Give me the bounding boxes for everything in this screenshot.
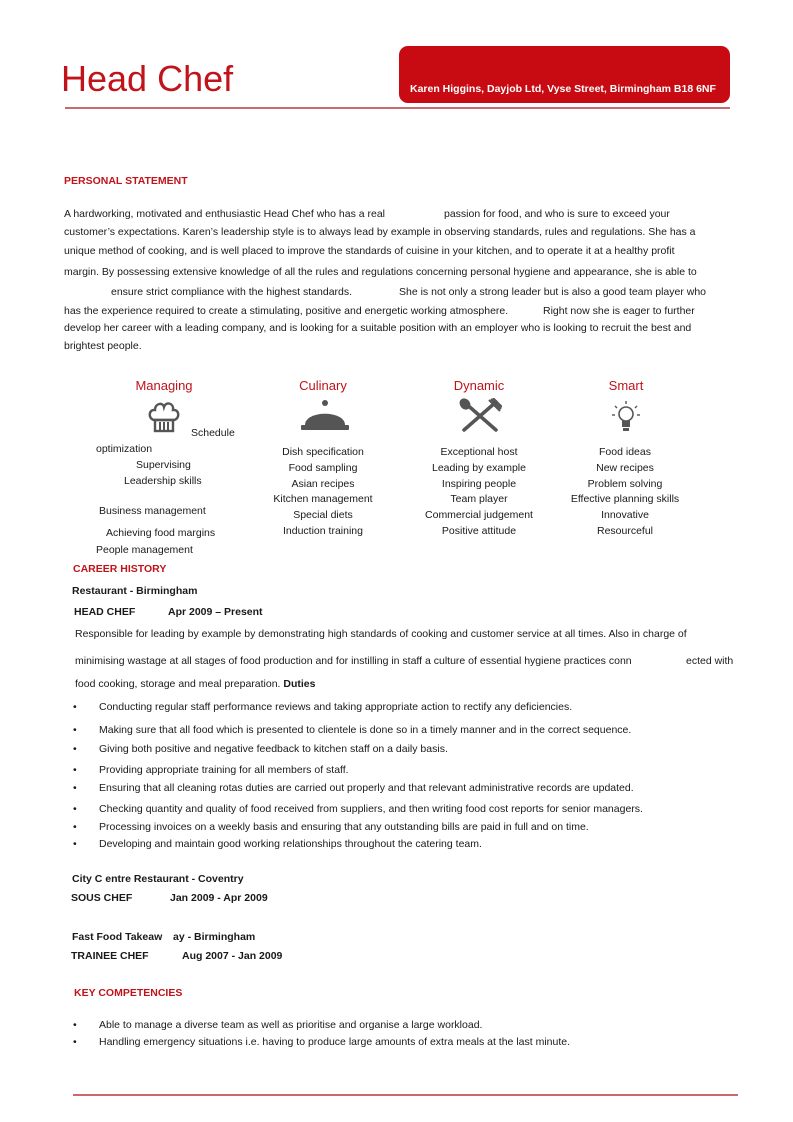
skill-item: Kitchen management: [273, 493, 373, 505]
statement-line: develop her career with a leading company, and is looking for a suitable position with an employer who is looking to recruit the best and: [64, 322, 692, 334]
job1-role: HEAD CHEF: [74, 606, 136, 618]
skill-item: Innovative: [601, 509, 649, 521]
statement-line: Right now she is eager to further: [543, 305, 695, 317]
skill-item: Positive attitude: [441, 525, 517, 537]
key-competencies-heading: KEY COMPETENCIES: [74, 987, 183, 999]
job1-dates: Apr 2009 – Present: [168, 606, 263, 618]
crossed-cutlery-icon: [458, 398, 502, 432]
statement-line: margin. By possessing extensive knowledge of all the rules and regulations concerning personal hygiene and appearance, she is able to: [64, 266, 697, 278]
skill-item: Problem solving: [587, 478, 663, 490]
contact-details: Karen Higgins, Dayjob Ltd, Vyse Street, Birmingham B18 6NF: [410, 83, 716, 95]
statement-line: brightest people.: [64, 340, 142, 352]
job3-dates: Aug 2007 - Jan 2009: [182, 950, 283, 962]
duty-item: • Developing and maintain good working relationships throughout the catering team.: [73, 838, 482, 850]
chef-hat-icon: [146, 400, 182, 434]
skill-item: Business management: [99, 505, 206, 517]
job2-role: SOUS CHEF: [71, 892, 133, 904]
skill-item: Achieving food margins: [106, 527, 216, 539]
skill-item: Resourceful: [596, 525, 654, 537]
skill-heading-culinary: Culinary: [299, 378, 347, 393]
duty-item: • Conducting regular staff performance reviews and taking appropriate action to rectify any deficiencies.: [73, 701, 573, 713]
job1-description: Responsible for leading by example by demonstrating high standards of cooking and customer service at all times. Also in charge of: [75, 628, 687, 640]
statement-line: passion for food, and who is sure to exceed your: [444, 208, 670, 220]
duty-item: • Providing appropriate training for all members of staff.: [73, 764, 349, 776]
job2-employer: City C entre Restaurant - Coventry: [72, 873, 244, 885]
footer-divider: [73, 1094, 738, 1096]
skill-item: Leading by example: [432, 462, 526, 474]
lightbulb-icon: [612, 400, 640, 434]
job1-description: minimising wastage at all stages of food production and for instilling in staff a culture of essential hygiene practices conn: [75, 655, 632, 667]
header-divider: [65, 107, 730, 109]
duty-item: • Making sure that all food which is presented to clientele is done so in a timely manner and in the correct sequence.: [73, 724, 632, 736]
skill-item: People management: [96, 544, 193, 556]
career-history-heading: CAREER HISTORY: [73, 563, 167, 575]
duties-label: Duties: [283, 678, 316, 690]
personal-statement-heading: PERSONAL STATEMENT: [64, 175, 188, 187]
skill-item: Commercial judgement: [425, 509, 533, 521]
skill-item: Asian recipes: [291, 478, 355, 490]
skill-item: Dish specification: [282, 446, 364, 458]
competency-item: • Handling emergency situations i.e. having to produce large amounts of extra meals at the last minute.: [73, 1036, 571, 1048]
skill-item: Exceptional host: [440, 446, 518, 458]
statement-line: A hardworking, motivated and enthusiastic Head Chef who has a real: [64, 208, 386, 220]
duty-item: • Checking quantity and quality of food received from suppliers, and then writing food cost reports for senior managers.: [73, 803, 643, 815]
competency-item: • Able to manage a diverse team as well as prioritise and organise a large workload.: [73, 1019, 483, 1031]
statement-line: has the experience required to create a stimulating, positive and energetic working atmosphere.: [64, 305, 509, 317]
statement-line: customer’s expectations. Karen’s leadership style is to always lead by example in observing standards, rules and regulations. She has a: [64, 226, 696, 238]
skill-heading-smart: Smart: [608, 378, 644, 393]
job3-employer: ay - Birmingham: [173, 931, 256, 943]
statement-line: ensure strict compliance with the highest standards.: [111, 286, 353, 298]
statement-line: unique method of cooking, and is well placed to improve the standards of cuisine in your kitchen, and to operate it at a healthy profit: [64, 245, 675, 257]
skill-item: Schedule: [191, 427, 235, 439]
job1-description-text: food cooking, storage and meal preparation.: [75, 678, 281, 690]
skill-item: optimization: [96, 443, 153, 455]
skill-item: Team player: [450, 493, 508, 505]
page-title: Head Chef: [61, 58, 234, 99]
job3-employer: Fast Food Takeaw: [72, 931, 163, 943]
skill-item: Effective planning skills: [570, 493, 680, 505]
skill-item: Special diets: [293, 509, 353, 521]
job2-dates: Jan 2009 - Apr 2009: [170, 892, 268, 904]
skill-item: Supervising: [136, 459, 191, 471]
skill-item: New recipes: [596, 462, 654, 474]
cloche-icon: [300, 398, 350, 432]
skill-item: Induction training: [283, 525, 363, 537]
job1-description: [75, 678, 315, 690]
skill-heading-managing: Managing: [135, 378, 193, 393]
skill-item: Inspiring people: [441, 478, 517, 490]
job1-description: ected with: [686, 655, 734, 667]
duty-item: • Processing invoices on a weekly basis and ensuring that any outstanding bills are paid in full and on time.: [73, 821, 589, 833]
job3-role: TRAINEE CHEF: [71, 950, 149, 962]
statement-line: She is not only a strong leader but is also a good team player who: [399, 286, 707, 298]
duty-item: • Ensuring that all cleaning rotas duties are carried out properly and that relevant administrative records are updated.: [73, 782, 634, 794]
job1-employer: Restaurant - Birmingham: [72, 585, 198, 597]
duty-item: • Giving both positive and negative feedback to kitchen staff on a daily basis.: [73, 743, 448, 755]
skill-item: Food sampling: [288, 462, 358, 474]
skill-heading-dynamic: Dynamic: [453, 378, 505, 393]
skill-item: Leadership skills: [124, 475, 202, 487]
skill-item: Food ideas: [599, 446, 651, 458]
